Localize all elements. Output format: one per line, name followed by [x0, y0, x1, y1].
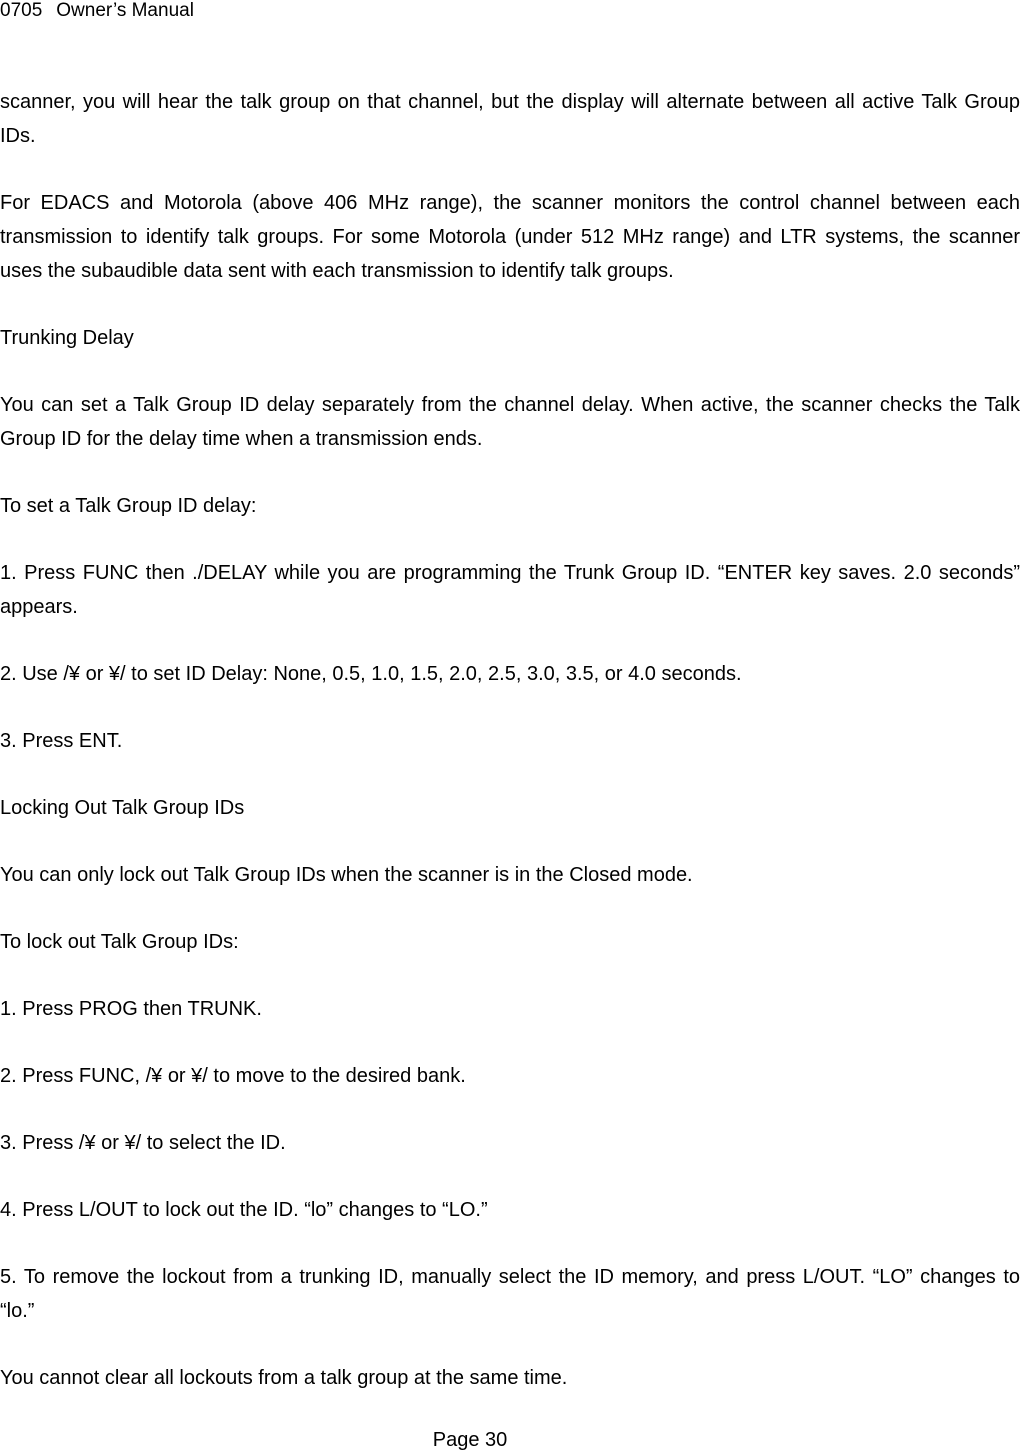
- paragraph-lockout-intro: To lock out Talk Group IDs:: [0, 931, 239, 953]
- heading-trunking-delay: Trunking Delay: [0, 327, 134, 349]
- paragraph-set-delay-intro: To set a Talk Group ID delay:: [0, 495, 257, 517]
- page-body: [0, 85, 1020, 1428]
- page-number: Page 30: [432, 1429, 508, 1451]
- document-title: Owner’s Manual: [56, 0, 194, 21]
- step-lockout-2: 2. Press FUNC, /¥ or ¥/ to move to the desired bank.: [0, 1065, 466, 1087]
- step-lockout-5: 5. To remove the lockout from a trunking ID, manually select the ID memory, and press L/OUT. “LO” changes to “lo.”: [0, 1266, 1020, 1322]
- step-delay-2: 2. Use /¥ or ¥/ to set ID Delay: None, 0.5, 1.0, 1.5, 2.0, 2.5, 3.0, 3.5, or 4.0 seconds.: [0, 663, 742, 685]
- paragraph-delay-description: You can set a Talk Group ID delay separately from the channel delay. When active, the scanner checks the Talk Group ID for the delay time when a transmission ends.: [0, 394, 1020, 450]
- page-header: [0, 0, 194, 22]
- paragraph-lockout-description: You can only lock out Talk Group IDs when the scanner is in the Closed mode.: [0, 864, 693, 886]
- paragraph-intro-continuation: scanner, you will hear the talk group on that channel, but the display will alternate between all active Talk Group IDs.: [0, 91, 1020, 147]
- step-lockout-4: 4. Press L/OUT to lock out the ID. “lo” changes to “LO.”: [0, 1199, 488, 1221]
- paragraph-control-channel: For EDACS and Motorola (above 406 MHz range), the scanner monitors the control channel between each transmission to identify talk groups. For some Motorola (under 512 MHz range) and LTR systems, the scanner uses the subaudible data sent with each transmission to identify talk groups.: [0, 192, 1020, 282]
- step-delay-1: 1. Press FUNC then ./DELAY while you are programming the Trunk Group ID. “ENTER key saves. 2.0 seconds” appears.: [0, 562, 1020, 618]
- step-delay-3: 3. Press ENT.: [0, 730, 123, 752]
- document-id: 0705: [0, 0, 43, 21]
- heading-locking-out: Locking Out Talk Group IDs: [0, 797, 245, 819]
- step-lockout-3: 3. Press /¥ or ¥/ to select the ID.: [0, 1132, 286, 1154]
- step-lockout-1: 1. Press PROG then TRUNK.: [0, 998, 262, 1020]
- paragraph-lockout-note: You cannot clear all lockouts from a talk group at the same time.: [0, 1367, 568, 1389]
